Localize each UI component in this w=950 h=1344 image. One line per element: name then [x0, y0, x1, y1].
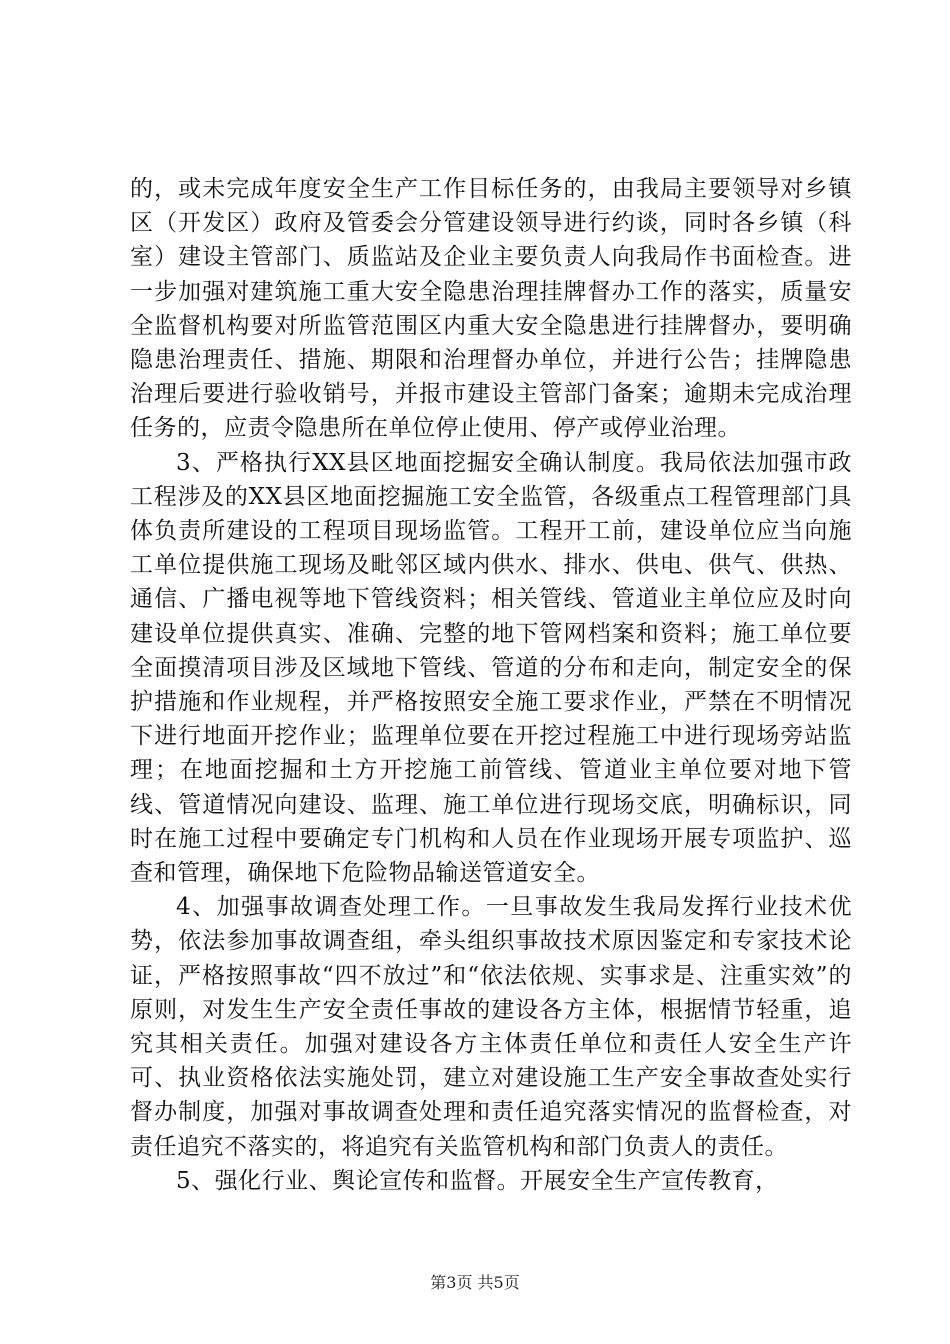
document-body — [130, 172, 852, 1198]
paragraph-item-3: 3、严格执行XX县区地面挖掘安全确认制度。我局依法加强市政工程涉及的XX县区地面挖掘施工安全监管，各级重点工程管理部门具体负责所建设的工程项目现场监管。工程开工前，建设单位应当向施工单位提供施工现场及毗邻区域内供水、排水、供电、供气、供热、通信、广播电视等地下管线资料；相关管线、管道业主单位应及时向建设单位提供真实、准确、完整的地下管网档案和资料；施工单位要全面摸清项目涉及区域地下管线、管道的分布和走向，制定安全的保护措施和作业规程，并严格按照安全施工要求作业，严禁在不明情况下进行地面开挖作业；监理单位要在开挖过程施工中进行现场旁站监理；在地面挖掘和土方开挖施工前管线、管道业主单位要对地下管线、管道情况向建设、监理、施工单位进行现场交底，明确标识，同时在施工过程中要确定专门机构和人员在作业现场开展专项监护、巡查和管理，确保地下危险物品输送管道安全。 — [130, 449, 852, 887]
paragraph-item-4: 4、加强事故调查处理工作。一旦事故发生我局发挥行业技术优势，依法参加事故调查组，牵头组织事故技术原因鉴定和专家技术论证，严格按照事故“四不放过”和“依法依规、实事求是、注重实效”的原则，对发生生产安全责任事故的建设各方主体，根据情节轻重，追究其相关责任。加强对建设各方主体责任单位和责任人安全生产许可、执业资格依法实施处罚，建立对建设施工生产安全事故查处实行督办制度，加强对事故调查处理和责任追究落实情况的监督检查，对责任追究不落实的，将追究有关监管机构和部门负责人的责任。 — [130, 894, 852, 1160]
page-number-footer: 第3页 共5页 — [430, 1273, 520, 1292]
paragraph-continuation: 的，或未完成年度安全生产工作目标任务的，由我局主要领导对乡镇区（开发区）政府及管委会分管建设领导进行约谈，同时各乡镇（科室）建设主管部门、质监站及企业主要负责人向我局作书面检查。进一步加强对建筑施工重大安全隐患治理挂牌督办工作的落实，质量安全监督机构要对所监管范围区内重大安全隐患进行挂牌督办，要明确隐患治理责任、措施、期限和治理督办单位，并进行公告；挂牌隐患治理后要进行验收销号，并报市建设主管部门备案；逾期未完成治理任务的，应责令隐患所在单位停止使用、停产或停业治理。 — [130, 176, 852, 442]
paragraph-item-5: 5、强化行业、舆论宣传和监督。开展安全生产宣传教育， — [176, 1167, 779, 1194]
